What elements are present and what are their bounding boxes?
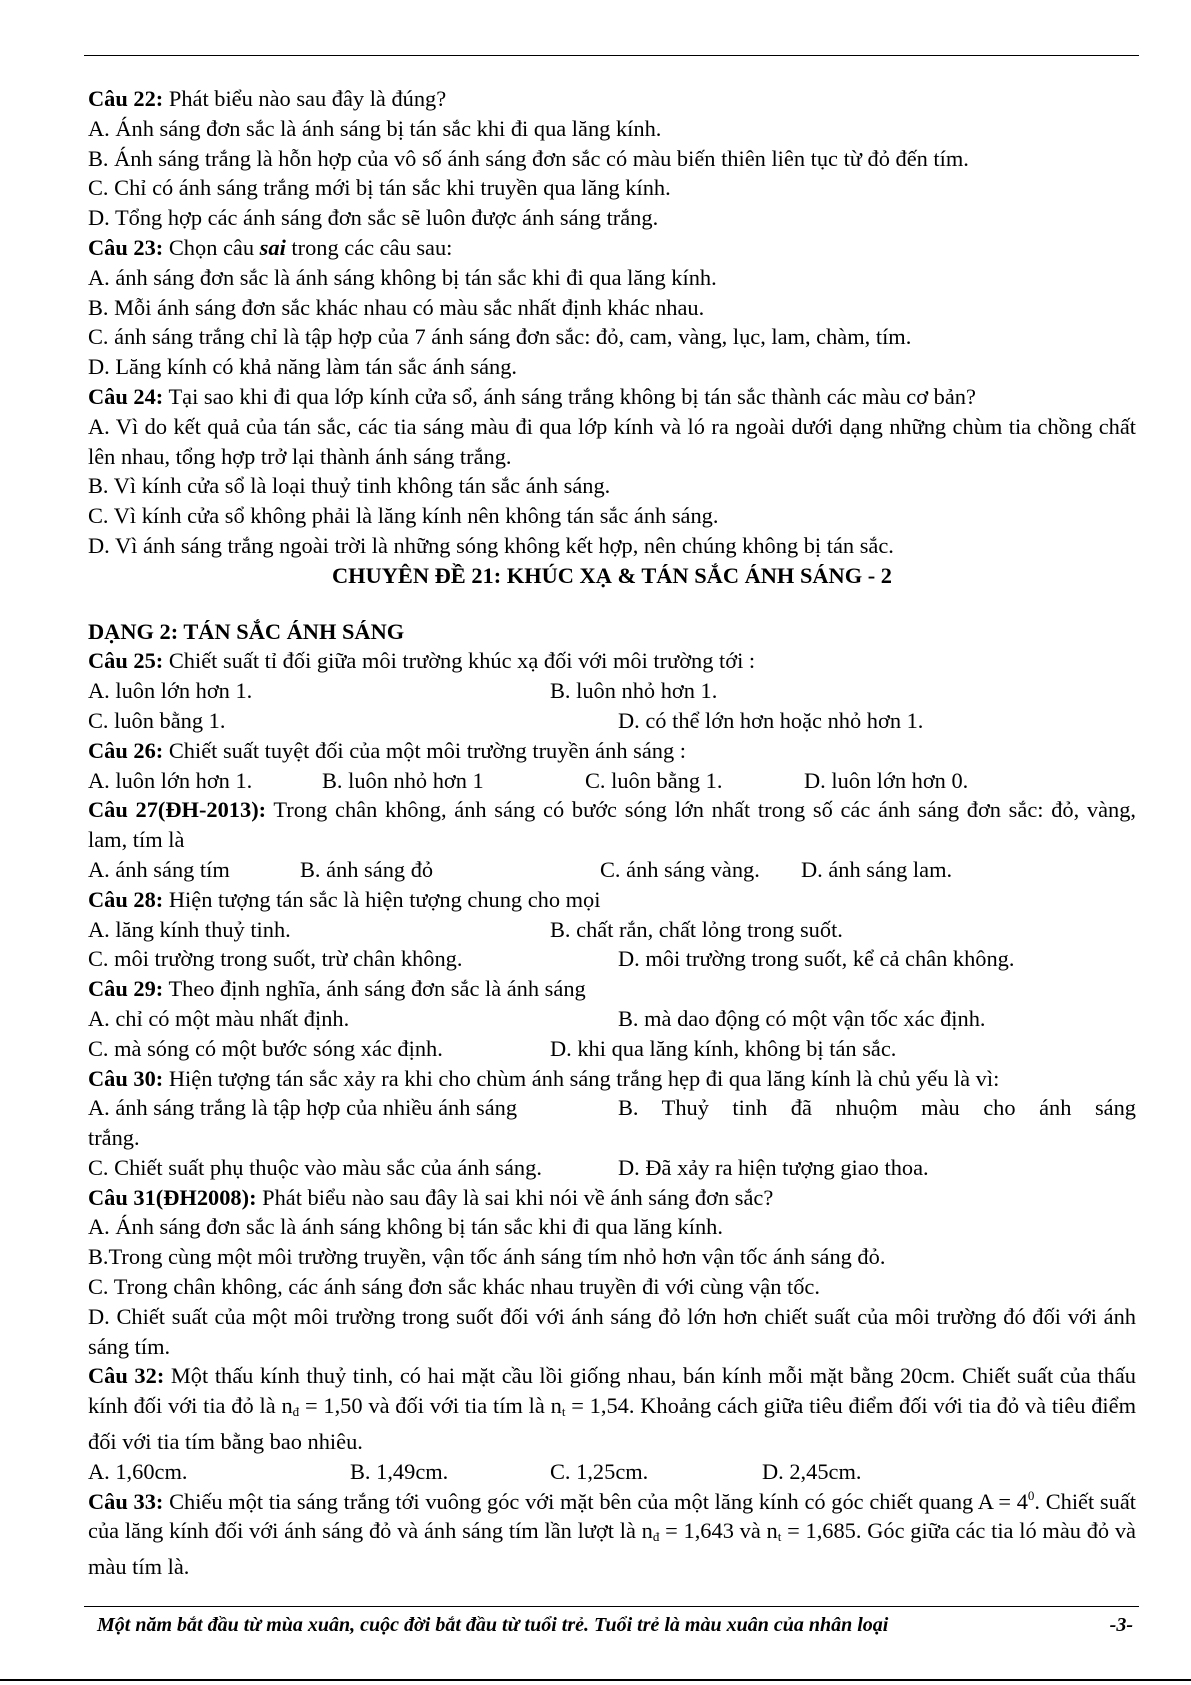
page-footer — [97, 1614, 1133, 1637]
option-d: D. 2,45cm. — [762, 1458, 862, 1484]
option-c: C. ánh sáng vàng. — [600, 856, 760, 882]
question-28: Câu 28: Hiện tượng tán sắc là hiện tượng chung cho mọi — [88, 886, 601, 912]
page-content — [88, 84, 1136, 1582]
option-b: B. Mỗi ánh sáng đơn sắc khác nhau có màu sắc nhất định khác nhau. — [88, 294, 705, 320]
options-row — [88, 1457, 1136, 1487]
option-d: D. ánh sáng lam. — [801, 856, 953, 882]
option-a: A. ánh sáng trắng là tập hợp của nhiều ánh sáng — [88, 1095, 518, 1121]
option-d: D. Vì ánh sáng trắng ngoài trời là những sóng không kết hợp, nên chúng không bị tán sắc. — [88, 532, 894, 558]
question-label: Câu 27(ĐH-2013): — [88, 797, 267, 823]
option-b: B. luôn nhỏ hơn 1. — [550, 678, 718, 704]
option-d: D. có thể lớn hơn hoặc nhỏ hơn 1. — [618, 707, 924, 733]
option-d: D. Đã xảy ra hiện tượng giao thoa. — [618, 1154, 929, 1180]
question-25: Câu 25: Chiết suất tỉ đối giữa môi trường khúc xạ đối với môi trường tới : — [88, 648, 756, 674]
option-b: B. mà dao động có một vận tốc xác định. — [618, 1005, 986, 1031]
options-row — [88, 915, 1136, 945]
question-label: Câu 28: — [88, 886, 164, 912]
options-row — [88, 1153, 1136, 1183]
option-d: D. Lăng kính có khả năng làm tán sắc ánh sáng. — [88, 354, 518, 380]
options-row — [88, 1034, 1136, 1064]
option-c: C. Trong chân không, các ánh sáng đơn sắc khác nhau truyền đi với cùng vận tốc. — [88, 1274, 820, 1300]
question-label: Câu 29: — [88, 976, 164, 1002]
options-row — [88, 766, 1136, 796]
page-number: -3- — [1109, 1614, 1133, 1636]
question-label: Câu 32: — [88, 1363, 165, 1389]
option-a: A. luôn lớn hơn 1. — [88, 678, 253, 704]
question-31: Câu 31(ĐH2008): Phát biểu nào sau đây là sai khi nói về ánh sáng đơn sắc? — [88, 1184, 774, 1210]
option-b: B.Trong cùng một môi trường truyền, vận tốc ánh sáng tím nhỏ hơn vận tốc ánh sáng đỏ. — [88, 1244, 886, 1270]
option-d: D. Tổng hợp các ánh sáng đơn sắc sẽ luôn được ánh sáng trắng. — [88, 205, 659, 231]
option-a: A. Vì do kết quả của tán sắc, các tia sáng màu đi qua lớp kính và ló ra ngoài dưới dạng những chùm tia chồng chất lên nhau, tổng hợp trở lại thành ánh sáng trắng. — [88, 413, 1136, 469]
question-26: Câu 26: Chiết suất tuyệt đối của một môi trường truyền ánh sáng : — [88, 737, 686, 763]
option-a: A. ánh sáng đơn sắc là ánh sáng không bị tán sắc khi đi qua lăng kính. — [88, 264, 717, 290]
option-d: D. khi qua lăng kính, không bị tán sắc. — [550, 1035, 897, 1061]
option-b: B. Thuỷ tinh đã nhuộm màu cho ánh sáng — [618, 1095, 1136, 1121]
question-27: Câu 27(ĐH-2013): Trong chân không, ánh sáng có bước sóng lớn nhất trong số các ánh sáng đơn sắc: đỏ, vàng, lam, tím là — [88, 797, 1137, 853]
option-b: B. ánh sáng đỏ — [300, 856, 434, 882]
emphasis-word: sai — [259, 234, 286, 260]
question-label: Câu 31(ĐH2008): — [88, 1184, 257, 1210]
option-b: B. 1,49cm. — [350, 1458, 449, 1484]
option-c: C. luôn bằng 1. — [585, 767, 723, 793]
option-a: A. luôn lớn hơn 1. — [88, 767, 253, 793]
question-label: Câu 33: — [88, 1488, 164, 1514]
option-c: C. Chiết suất phụ thuộc vào màu sắc của ánh sáng. — [88, 1154, 542, 1180]
option-c: C. 1,25cm. — [550, 1458, 649, 1484]
options-row — [88, 944, 1136, 974]
question-23: Câu 23: Chọn câu sai trong các câu sau: — [88, 234, 453, 260]
top-rule — [84, 55, 1139, 56]
footer-rule — [84, 1606, 1139, 1607]
question-label: Câu 23: — [88, 234, 164, 260]
options-row — [88, 676, 1136, 706]
option-c: C. Vì kính cửa sổ không phải là lăng kính nên không tán sắc ánh sáng. — [88, 503, 719, 529]
option-c: C. môi trường trong suốt, trừ chân không. — [88, 946, 463, 972]
question-label: Câu 24: — [88, 383, 164, 409]
option-c: C. ánh sáng trắng chỉ là tập hợp của 7 ánh sáng đơn sắc: đỏ, cam, vàng, lục, lam, chàm, tím. — [88, 324, 912, 350]
option-d: D. môi trường trong suốt, kể cả chân không. — [618, 946, 1015, 972]
option-d: D. Chiết suất của một môi trường trong suốt đối với ánh sáng đỏ lớn hơn chiết suất của môi trường đó đối với ánh sáng tím. — [88, 1303, 1136, 1359]
option-c: C. Chỉ có ánh sáng trắng mới bị tán sắc khi truyền qua lăng kính. — [88, 175, 671, 201]
option-b: B. luôn nhỏ hơn 1 — [322, 767, 484, 793]
question-33: Câu 33: Chiếu một tia sáng trắng tới vuông góc với mặt bên của một lăng kính có góc chiết quang $A = 4^0$. Chiết suất của lăng kính đối với ánh sáng đỏ và ánh sáng tím lần lượt là $n_đ = 1,643$ và $n_t = 1,685$. Góc giữa các tia ló màu đỏ và màu tím là. — [88, 1487, 1136, 1580]
question-label: Câu 25: — [88, 648, 164, 674]
option-d: D. luôn lớn hơn 0. — [804, 767, 969, 793]
option-a: A. 1,60cm. — [88, 1458, 188, 1484]
section-heading: DẠNG 2: TÁN SẮC ÁNH SÁNG — [88, 618, 405, 644]
chapter-heading: CHUYÊN ĐỀ 21: KHÚC XẠ & TÁN SẮC ÁNH SÁNG - 2 — [332, 562, 892, 588]
options-row — [88, 855, 1136, 885]
options-row — [88, 1004, 1136, 1034]
question-label: Câu 26: — [88, 737, 164, 763]
question-24: Câu 24: Tại sao khi đi qua lớp kính cửa sổ, ánh sáng trắng không bị tán sắc thành các màu cơ bản? — [88, 383, 976, 409]
bottom-rule — [0, 1679, 1191, 1681]
option-a: A. Ánh sáng đơn sắc là ánh sáng bị tán sắc khi đi qua lăng kính. — [88, 115, 662, 141]
footer-quote: Một năm bắt đầu từ mùa xuân, cuộc đời bắt đầu từ tuổi trẻ. Tuổi trẻ là màu xuân của nhân loại — [97, 1614, 889, 1636]
option-b-continued: trắng. — [88, 1125, 140, 1151]
question-label: Câu 22: — [88, 86, 164, 111]
option-c: C. mà sóng có một bước sóng xác định. — [88, 1035, 443, 1061]
question-29: Câu 29: Theo định nghĩa, ánh sáng đơn sắc là ánh sáng — [88, 976, 586, 1002]
option-c: C. luôn bằng 1. — [88, 707, 226, 733]
option-b: B. Ánh sáng trắng là hỗn hợp của vô số ánh sáng đơn sắc có màu biến thiên liên tục từ đỏ đến tím. — [88, 145, 969, 171]
option-b: B. Vì kính cửa sổ là loại thuỷ tinh không tán sắc ánh sáng. — [88, 473, 611, 499]
option-a: A. ánh sáng tím — [88, 856, 230, 882]
question-32: Câu 32: Một thấu kính thuỷ tinh, có hai mặt cầu lồi giống nhau, bán kính mỗi mặt bằng 20cm. Chiết suất của thấu kính đối với tia đỏ là $n_đ = 1,50$ và đối với tia tím là $n_t = 1,54$. Khoảng cách giữa tiêu điểm đối với tia đỏ và tiêu điểm đối với tia tím bằng bao nhiêu. — [88, 1363, 1136, 1455]
option-b: B. chất rắn, chất lỏng trong suốt. — [550, 916, 843, 942]
option-a: A. lăng kính thuỷ tinh. — [88, 916, 291, 942]
option-a: A. Ánh sáng đơn sắc là ánh sáng không bị tán sắc khi đi qua lăng kính. — [88, 1214, 723, 1240]
option-a: A. chỉ có một màu nhất định. — [88, 1005, 350, 1031]
options-row — [88, 1093, 1136, 1123]
question-22: Câu 22: Phát biểu nào sau đây là đúng? — [88, 86, 447, 111]
question-label: Câu 30: — [88, 1065, 164, 1091]
question-30: Câu 30: Hiện tượng tán sắc xảy ra khi cho chùm ánh sáng trắng hẹp đi qua lăng kính là chủ yếu là vì: — [88, 1065, 1000, 1091]
options-row — [88, 706, 1136, 736]
